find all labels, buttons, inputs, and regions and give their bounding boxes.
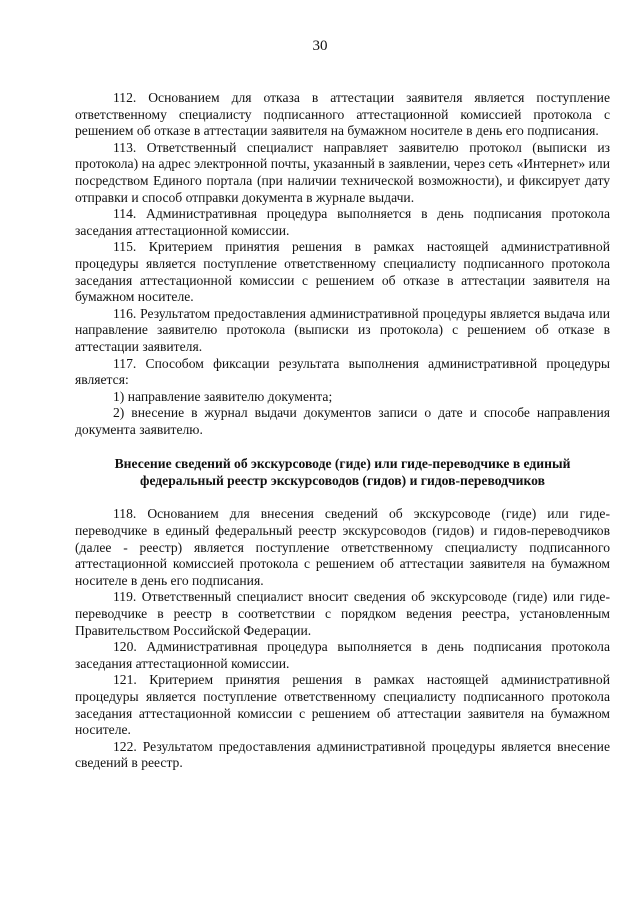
section-title-line-1: Внесение сведений об экскурсоводе (гиде) или гиде-переводчике в единый [114, 456, 571, 472]
paragraph-115: 115. Критерием принятия решения в рамках настоящей административной процедуры является поступление ответственному специалисту подписанного протокола заседания аттестационной комиссии с решением об отказе в аттестации заявителя на бумажном носителе. [75, 239, 610, 305]
paragraph-113: 113. Ответственный специалист направляет заявителю протокол (выписки из протокола) на адрес электронной почты, указанный в заявлении, через сеть «Интернет» или посредством Единого портала (при наличии технической возможности), и фиксирует дату отправки и способ отправки документа в журнале выдачи. [75, 139, 610, 205]
section-title [75, 455, 610, 489]
list-item-2: 2) внесение в журнал выдачи документов записи о дате и способе направления документа заявителю. [75, 405, 610, 437]
paragraph-118: 118. Основанием для внесения сведений об экскурсоводе (гиде) или гиде-переводчике в единый федеральный реестр экскурсоводов (гидов) и гидов-переводчиков (далее - реестр) является поступление ответственному специалисту подписанного аттестационной комиссией протокола с решением об аттестации заявителя на бумажном носителе в день его подписания. [75, 506, 610, 588]
paragraph-120: 120. Административная процедура выполняется в день подписания протокола заседания аттестационной комиссии. [75, 639, 610, 671]
page-number: 30 [312, 38, 328, 54]
paragraph-121: 121. Критерием принятия решения в рамках настоящей административной процедуры является поступление ответственному специалисту подписанного протокола заседания аттестационной комиссии с решением об аттестации заявителя на бумажном носителе. [75, 672, 610, 738]
list-item-1: 1) направление заявителю документа; [113, 388, 333, 404]
paragraph-116: 116. Результатом предоставления административной процедуры является выдача или направление заявителю протокола (выписки из протокола) с решением об отказе в аттестации заявителя. [75, 305, 610, 354]
document-body [75, 90, 610, 772]
paragraph-117: 117. Способом фиксации результата выполнения административной процедуры является: [75, 355, 610, 388]
paragraph-112: 112. Основанием для отказа в аттестации заявителя является поступление ответственному специалисту подписанного аттестационной комиссией протокола с решением об отказе в аттестации заявителя на бумажном носителе в день его подписания. [75, 90, 610, 139]
section-title-line-2: федеральный реестр экскурсоводов (гидов) и гидов-переводчиков [140, 473, 545, 489]
paragraph-122: 122. Результатом предоставления административной процедуры является внесение сведений в реестр. [75, 738, 610, 771]
paragraph-114: 114. Административная процедура выполняется в день подписания протокола заседания аттестационной комиссии. [75, 206, 610, 238]
paragraph-119: 119. Ответственный специалист вносит сведения об экскурсоводе (гиде) или гиде-переводчике в реестр в соответствии с порядком ведения реестра, установленным Правительством Российской Федерации. [75, 589, 610, 638]
